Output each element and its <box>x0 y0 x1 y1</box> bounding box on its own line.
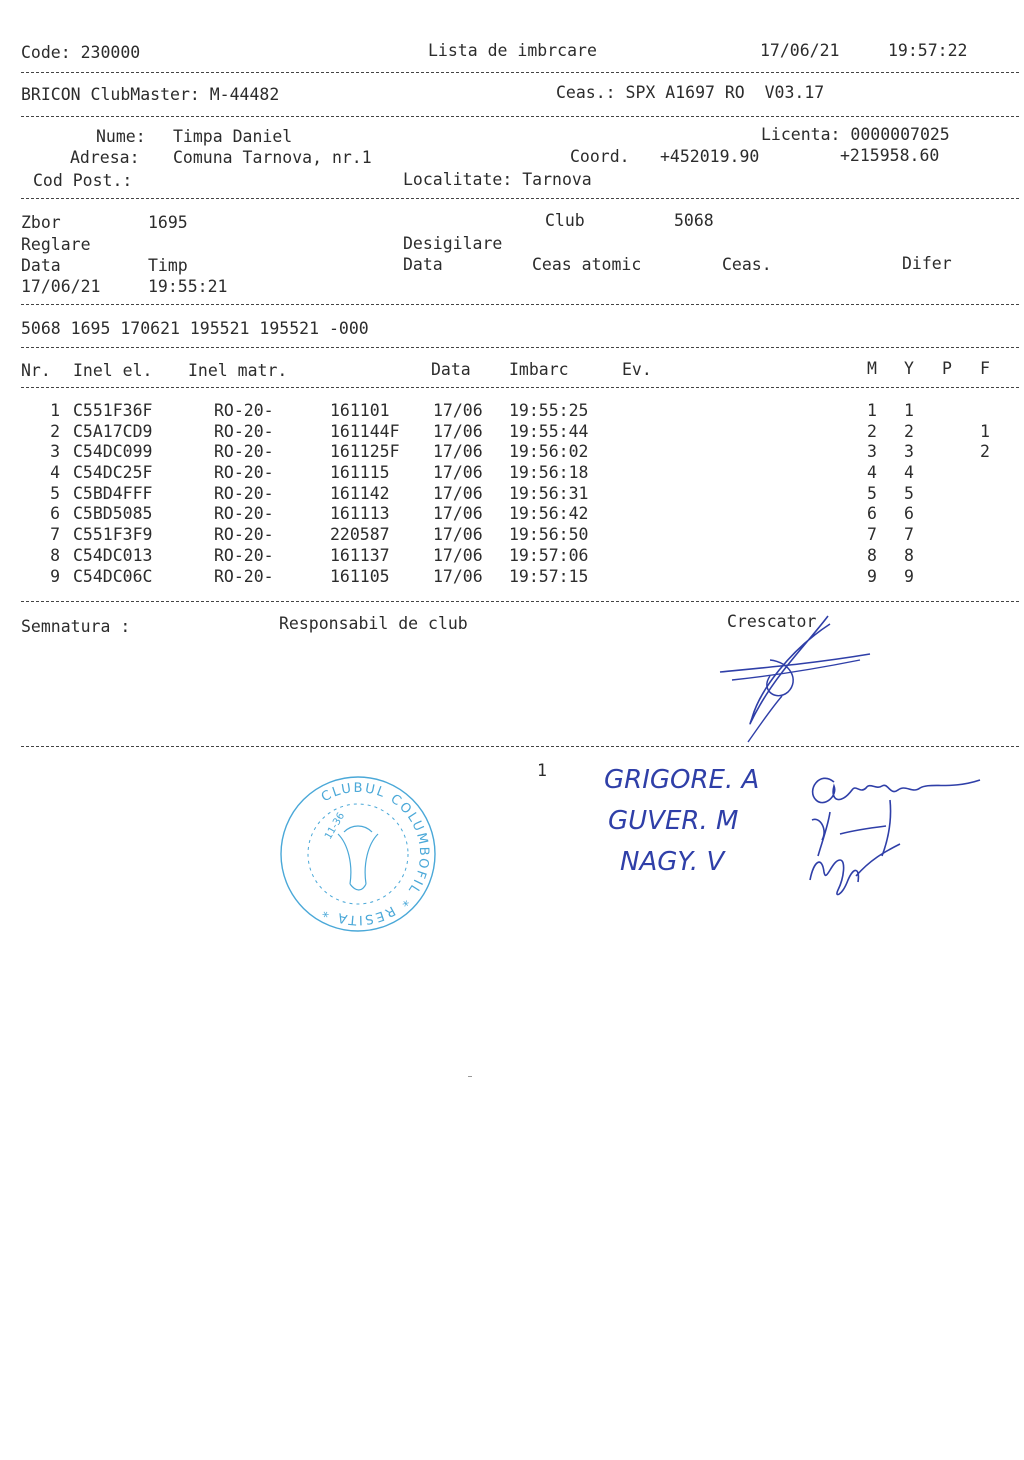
col-nr: Nr. <box>21 361 51 380</box>
cell-el: C5A17CD9 <box>73 422 153 441</box>
cell-el: C551F3F9 <box>73 525 153 544</box>
cell-date: 17/06 <box>433 525 483 544</box>
cell-time: 19:55:44 <box>509 422 589 441</box>
cell-time: 19:57:06 <box>509 546 589 565</box>
handwritten-name-1: GRIGORE. A <box>604 765 760 795</box>
cell-m: 2 <box>867 422 877 441</box>
club-stamp <box>278 774 438 934</box>
svg-text:CLUBUL COLUMBOFIL * RESITA *: CLUBUL COLUMBOFIL * RESITA * <box>318 780 432 928</box>
cell-pre: RO-20- <box>214 567 274 586</box>
cell-m: 1 <box>867 401 877 420</box>
divider <box>21 601 1019 602</box>
cell-m: 5 <box>867 484 877 503</box>
cell-pre: RO-20- <box>214 546 274 565</box>
cell-el: C54DC06C <box>73 567 153 586</box>
zbor-value: 1695 <box>148 213 188 232</box>
cell-date: 17/06 <box>433 567 483 586</box>
crescator-label: Crescator <box>727 612 817 631</box>
postcode-label: Cod Post.: <box>33 171 133 190</box>
cell-nr: 7 <box>50 525 60 544</box>
cell-matr: 161144F <box>330 422 400 441</box>
cell-m: 7 <box>867 525 877 544</box>
handwritten-name-2: GUVER. M <box>608 806 739 836</box>
cell-pre: RO-20- <box>214 442 274 461</box>
cell-y: 2 <box>904 422 914 441</box>
document-code: Code: 230000 <box>21 43 141 62</box>
reglare-time: 19:55:21 <box>148 277 228 296</box>
cell-el: C5BD4FFF <box>73 484 153 503</box>
cell-el: C54DC25F <box>73 463 153 482</box>
cell-nr: 3 <box>50 442 60 461</box>
cell-f: 2 <box>980 442 990 461</box>
divider <box>21 347 1019 348</box>
cell-matr: 161137 <box>330 546 390 565</box>
crescator-signature <box>700 610 880 750</box>
cell-time: 19:55:25 <box>509 401 589 420</box>
reglare-date: 17/06/21 <box>21 277 101 296</box>
data-label: Data <box>21 256 61 275</box>
cell-matr: 161115 <box>330 463 390 482</box>
zbor-label: Zbor <box>21 213 61 232</box>
handwritten-name-3: NAGY. V <box>620 847 725 877</box>
cell-el: C551F36F <box>73 401 153 420</box>
responsabil-label: Responsabil de club <box>279 614 468 633</box>
clubmaster-id: BRICON ClubMaster: M-44482 <box>21 85 280 104</box>
cell-matr: 161105 <box>330 567 390 586</box>
print-date: 17/06/21 <box>760 41 840 60</box>
cell-el: C54DC013 <box>73 546 153 565</box>
cell-y: 9 <box>904 567 914 586</box>
divider <box>21 72 1019 73</box>
document-title: Lista de imbrcare <box>428 41 597 60</box>
divider <box>21 387 1019 388</box>
license: Licenta: 0000007025 <box>761 125 950 144</box>
cell-date: 17/06 <box>433 401 483 420</box>
cell-y: 8 <box>904 546 914 565</box>
page-number: 1 <box>537 761 547 780</box>
desigilare-label: Desigilare <box>403 234 503 253</box>
cell-nr: 8 <box>50 546 60 565</box>
col-ev: Ev. <box>622 360 652 379</box>
cell-el: C54DC099 <box>73 442 153 461</box>
cell-f: 1 <box>980 422 990 441</box>
cell-matr: 220587 <box>330 525 390 544</box>
cell-nr: 5 <box>50 484 60 503</box>
ceas-label: Ceas. <box>722 255 772 274</box>
cell-pre: RO-20- <box>214 525 274 544</box>
cell-nr: 9 <box>50 567 60 586</box>
cell-time: 19:56:50 <box>509 525 589 544</box>
col-f: F <box>980 359 990 378</box>
club-label: Club <box>545 211 585 230</box>
cell-time: 19:56:31 <box>509 484 589 503</box>
owner-name: Timpa Daniel <box>173 127 293 146</box>
col-m: M <box>867 359 877 378</box>
semnatura-label: Semnatura : <box>21 617 131 636</box>
cell-nr: 2 <box>50 422 60 441</box>
paper-speck <box>468 1076 472 1077</box>
divider <box>21 304 1019 305</box>
coord-lon: +215958.60 <box>840 146 940 165</box>
reglare-label: Reglare <box>21 235 91 254</box>
cell-matr: 161101 <box>330 401 390 420</box>
data2-label: Data <box>403 255 443 274</box>
cell-m: 6 <box>867 504 877 523</box>
coord-lat: +452019.90 <box>660 147 760 166</box>
difer-label: Difer <box>902 254 952 273</box>
cell-m: 4 <box>867 463 877 482</box>
svg-text:11-36: 11-36 <box>323 810 348 842</box>
cell-nr: 6 <box>50 504 60 523</box>
cell-y: 1 <box>904 401 914 420</box>
ceas-atomic-label: Ceas atomic <box>532 255 642 274</box>
divider <box>21 116 1019 117</box>
name-label: Nume: <box>96 127 146 146</box>
address-label: Adresa: <box>70 148 140 167</box>
cell-pre: RO-20- <box>214 401 274 420</box>
print-time: 19:57:22 <box>888 41 968 60</box>
col-p: P <box>942 359 952 378</box>
timp-label: Timp <box>148 256 188 275</box>
cell-y: 7 <box>904 525 914 544</box>
col-imbarc: Imbarc <box>509 360 569 379</box>
cell-m: 8 <box>867 546 877 565</box>
owner-address: Comuna Tarnova, nr.1 <box>173 148 372 167</box>
divider <box>21 746 1019 747</box>
cell-y: 6 <box>904 504 914 523</box>
cell-time: 19:56:18 <box>509 463 589 482</box>
divider <box>21 198 1019 199</box>
locality: Localitate: Tarnova <box>403 170 592 189</box>
cell-pre: RO-20- <box>214 484 274 503</box>
cell-pre: RO-20- <box>214 504 274 523</box>
cell-date: 17/06 <box>433 442 483 461</box>
cell-nr: 1 <box>50 401 60 420</box>
cell-nr: 4 <box>50 463 60 482</box>
cell-y: 3 <box>904 442 914 461</box>
clock-id: Ceas.: SPX A1697 RO V03.17 <box>556 83 825 102</box>
cell-y: 4 <box>904 463 914 482</box>
cell-m: 9 <box>867 567 877 586</box>
summary-line: 5068 1695 170621 195521 195521 -000 <box>21 319 369 338</box>
cell-time: 19:57:15 <box>509 567 589 586</box>
cell-matr: 161113 <box>330 504 390 523</box>
cell-matr: 161142 <box>330 484 390 503</box>
cell-pre: RO-20- <box>214 463 274 482</box>
col-data: Data <box>431 360 471 379</box>
col-y: Y <box>904 359 914 378</box>
col-inel-el: Inel el. <box>73 361 153 380</box>
cell-date: 17/06 <box>433 484 483 503</box>
col-inel-matr: Inel matr. <box>188 361 288 380</box>
cell-matr: 161125F <box>330 442 400 461</box>
cell-pre: RO-20- <box>214 422 274 441</box>
cell-time: 19:56:42 <box>509 504 589 523</box>
cell-date: 17/06 <box>433 463 483 482</box>
cell-time: 19:56:02 <box>509 442 589 461</box>
committee-signatures <box>800 760 990 910</box>
cell-date: 17/06 <box>433 546 483 565</box>
cell-m: 3 <box>867 442 877 461</box>
coord-label: Coord. <box>570 147 630 166</box>
cell-el: C5BD5085 <box>73 504 153 523</box>
cell-date: 17/06 <box>433 504 483 523</box>
cell-y: 5 <box>904 484 914 503</box>
cell-date: 17/06 <box>433 422 483 441</box>
club-value: 5068 <box>674 211 714 230</box>
